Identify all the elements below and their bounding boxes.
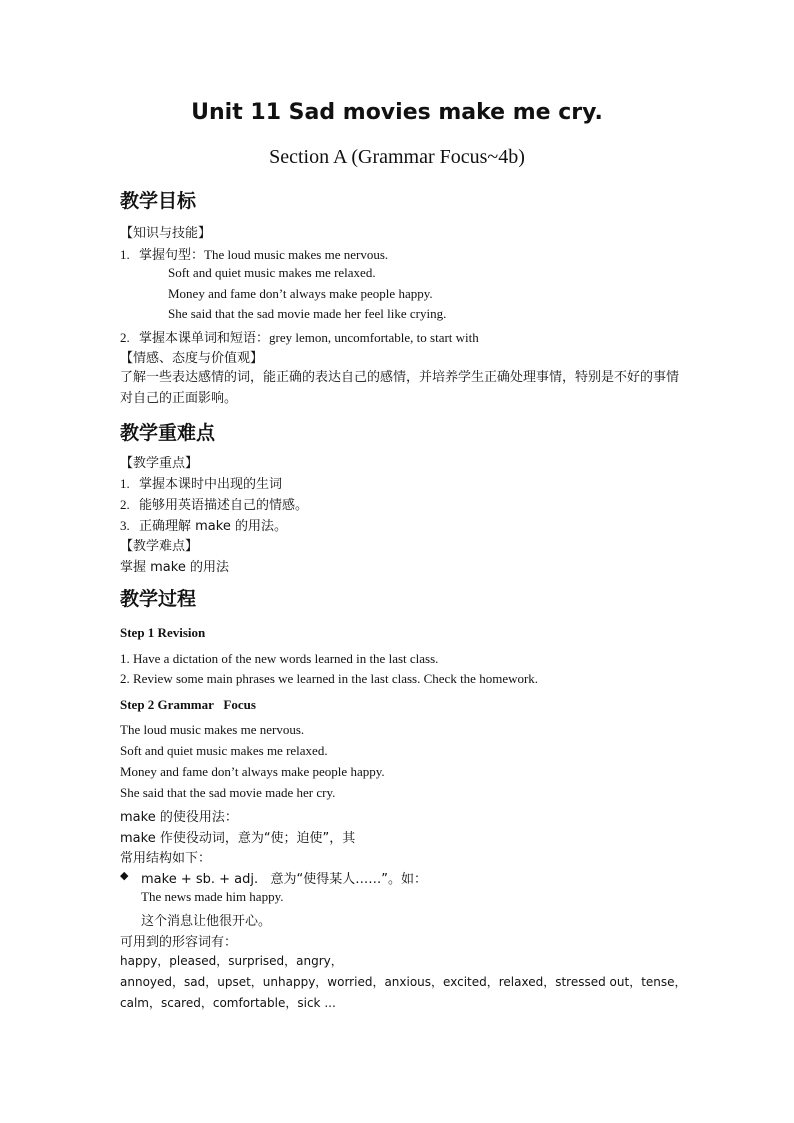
section-heading-objectives: 教学目标 <box>120 190 197 212</box>
focus-item-number: 1. <box>120 476 130 491</box>
step-1-title: Step 1 Revision <box>120 625 206 640</box>
step-1-item: 2. Review some main phrases we learned in the last class. Check the homework. <box>120 671 539 686</box>
focus-item <box>120 494 308 513</box>
emotion-text: 了解一些表达感情的词，能正确的表达自己的感情，并培养学生正确处理事情，特别是不好的事情对自己的正面影响。 <box>120 370 680 406</box>
grammar-sentence: Money and fame don’t always make people happy. <box>120 764 385 779</box>
document-title: Unit 11 Sad movies make me cry. <box>191 100 603 125</box>
focus-tag: 【教学重点】 <box>120 456 199 471</box>
causative-title: make 的使役用法： <box>120 810 238 825</box>
focus-item-text: 正确理解 make 的用法。 <box>139 519 287 534</box>
objective-item-1-label: 掌握句型： <box>139 248 205 263</box>
document-subtitle: Section A (Grammar Focus~4b) <box>269 146 525 168</box>
causative-description: make 作使役动词，意为“使；迫使”，其 <box>120 831 356 846</box>
objective-item-2 <box>120 327 479 346</box>
focus-item <box>120 515 287 534</box>
structure-label: 常用结构如下： <box>120 851 212 866</box>
focus-item-number: 2. <box>120 497 130 512</box>
objective-item-1-sentence: The loud music makes me nervous. <box>204 247 389 262</box>
section-heading-key-points: 教学重难点 <box>120 422 216 444</box>
focus-item-text: 掌握本课时中出现的生词 <box>139 477 283 492</box>
adjective-list-line: annoyed，sad，upset，unhappy，worried，anxious，excited，relaxed，stressed out，tense， <box>120 975 687 989</box>
difficult-tag: 【教学难点】 <box>120 539 199 554</box>
step-2-title: Step 2 Grammar Focus <box>120 697 256 712</box>
objective-item-2-words: grey lemon, uncomfortable, to start with <box>269 330 479 345</box>
adjective-list-line: happy，pleased，surprised，angry， <box>120 954 343 968</box>
step-1-item: 1. Have a dictation of the new words learned in the last class. <box>120 651 439 666</box>
objective-item-2-label: 掌握本课单词和短语： <box>139 331 270 346</box>
section-heading-process: 教学过程 <box>120 588 197 610</box>
grammar-sentence: The loud music makes me nervous. <box>120 722 305 737</box>
difficult-text: 掌握 make 的用法 <box>120 560 229 575</box>
structure-formula: make + sb. + adj. 意为“使得某人……”。如： <box>141 872 427 887</box>
diamond-bullet-icon: ◆ <box>120 869 129 882</box>
adjective-list-line: calm，scared，comfortable，sick ... <box>120 996 336 1010</box>
grammar-sentence: Soft and quiet music makes me relaxed. <box>120 743 328 758</box>
focus-item-text: 能够用英语描述自己的情感。 <box>139 498 309 513</box>
objective-item-2-number: 2. <box>120 330 130 345</box>
objective-item-1-number: 1. <box>120 247 130 262</box>
example-english: The news made him happy. <box>141 889 284 904</box>
emotion-tag: 【情感、态度与价值观】 <box>120 351 264 366</box>
example-chinese: 这个消息让他很开心。 <box>141 914 272 929</box>
objective-sentence: Money and fame don’t always make people happy. <box>168 286 433 301</box>
adjective-label: 可用到的形容词有： <box>120 935 238 950</box>
objective-item-1 <box>120 244 388 263</box>
grammar-sentence: She said that the sad movie made her cry. <box>120 785 336 800</box>
objective-sentence: Soft and quiet music makes me relaxed. <box>168 265 376 280</box>
knowledge-tag: 【知识与技能】 <box>120 226 212 241</box>
focus-item-number: 3. <box>120 518 130 533</box>
objective-sentence: She said that the sad movie made her feel like crying. <box>168 306 447 321</box>
focus-item <box>120 473 282 492</box>
